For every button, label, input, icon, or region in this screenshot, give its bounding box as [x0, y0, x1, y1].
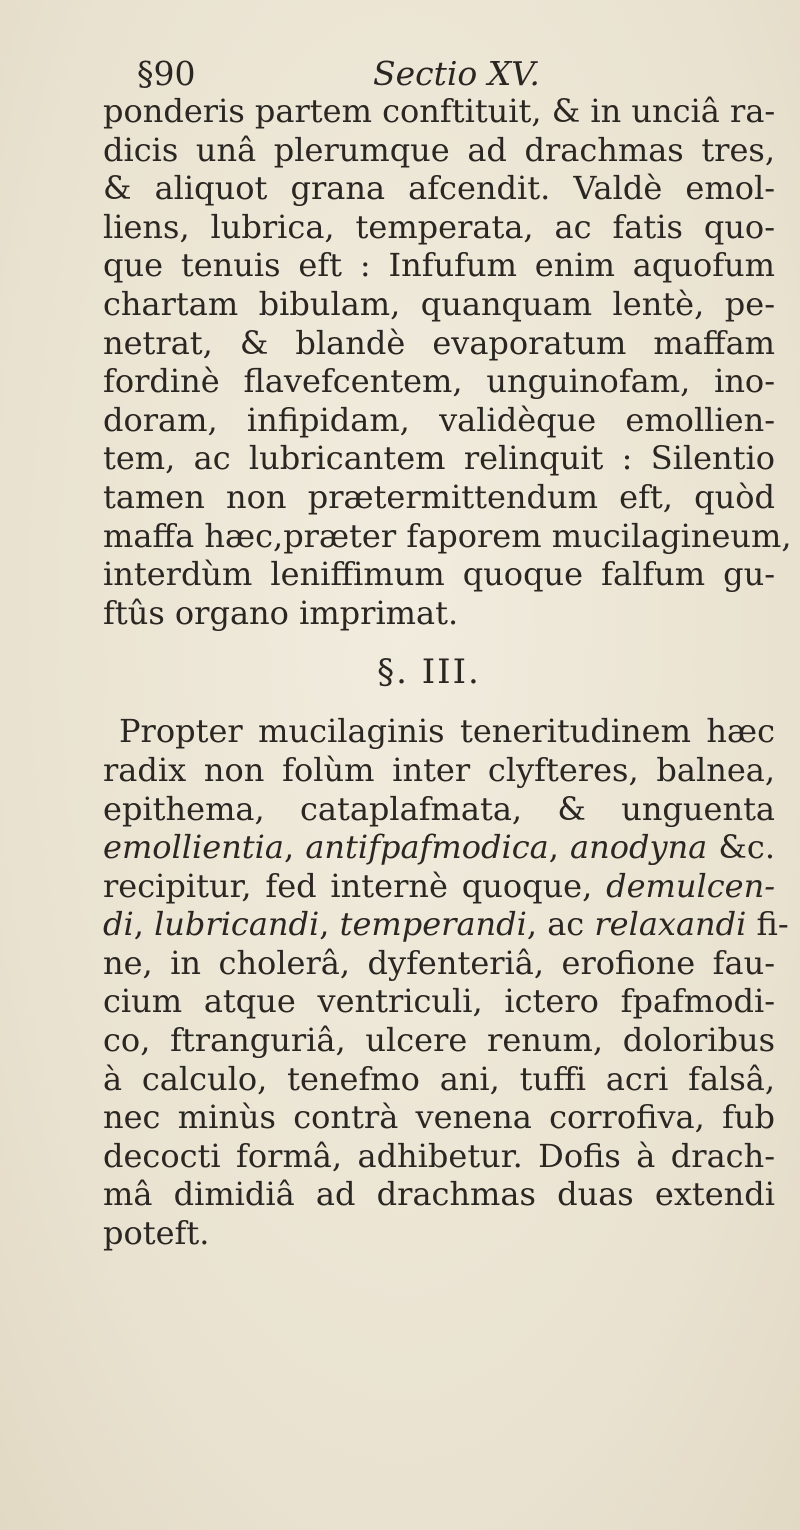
paragraph-2 [103, 712, 789, 1253]
section-heading: §. III. [377, 652, 481, 693]
text-line [103, 867, 775, 906]
text-line [103, 828, 775, 867]
text-line: tem, ac lubricantem relinquit : Silentio [103, 439, 775, 478]
text-line: dicis unâ plerumque ad drachmas tres, [103, 130, 775, 169]
text-line: co, ftranguriâ, ulcere renum, doloribus [103, 1021, 775, 1060]
text-line: epithema, cataplafmata, & unguenta [103, 789, 775, 828]
text-line: radix non folùm inter clyfteres, balnea, [103, 750, 775, 789]
text-line: & aliquot grana afcendit. Valdè emol- [103, 169, 775, 208]
text-line: Propter mucilaginis teneritudinem hæc [119, 712, 775, 751]
text-line: maffa hæc,præter faporem mucilagineum, [103, 516, 792, 555]
running-head: Sectio XV. [373, 54, 540, 93]
text-fragment: recipitur, fed internè quoque, [103, 866, 607, 905]
text-line: doram, infipidam, validèque emollien- [103, 400, 775, 439]
text-fragment: , [319, 905, 340, 944]
text-fragment: , [283, 828, 306, 867]
text-line: ne, in cholerâ, dyfenteriâ, erofione fau- [103, 943, 775, 982]
text-line: liens, lubrica, temperata, ac fatis quo- [103, 207, 775, 246]
italic-term: antifpafmodica [305, 828, 549, 867]
text-line: à calculo, tenefmo ani, tuffi acri falsâ, [103, 1059, 775, 1098]
text-line: tamen non prætermittendum eft, quòd [103, 477, 775, 516]
body-text [103, 92, 792, 1253]
italic-term: demulcen- [606, 866, 775, 905]
italic-term: anodyna [570, 828, 708, 867]
text-line: chartam bibulam, quanquam lentè, pe- [103, 284, 775, 323]
italic-term: temperandi [339, 905, 527, 944]
text-line: ftûs organo imprimat. [103, 593, 459, 632]
text-line: cium atque ventriculi, ictero fpafmodi- [103, 982, 775, 1021]
text-line: poteft. [103, 1214, 210, 1253]
italic-term: emollientia [103, 828, 284, 867]
text-line: decocti formâ, adhibetur. Dofis à drach- [103, 1136, 775, 1175]
italic-term: di [103, 905, 134, 944]
text-line: que tenuis eft : Infufum enim aquofum [103, 246, 775, 285]
text-line: nec minùs contrà venena corrofiva, fub [103, 1098, 775, 1137]
italic-term: relaxandi [594, 905, 747, 944]
text-fragment: fi- [746, 905, 789, 944]
text-line: netrat, & blandè evaporatum maffam [103, 323, 775, 362]
italic-term: lubricandi [154, 905, 320, 944]
text-line [103, 905, 789, 944]
page-number: §90 [137, 54, 196, 93]
text-line: mâ dimidiâ ad drachmas duas extendi [103, 1175, 775, 1214]
text-line: ponderis partem conftituit, & in unciâ ra- [103, 92, 776, 130]
text-fragment: , [548, 828, 571, 867]
text-fragment: , [133, 905, 155, 944]
text-fragment: &c. [707, 828, 776, 867]
paragraph-1 [103, 92, 792, 632]
text-line: fordinè flavefcentem, unguinofam, ino- [103, 362, 775, 401]
page-header [137, 52, 697, 96]
text-line: interdùm leniffimum quoque falfum gu- [103, 555, 775, 594]
text-fragment: , ac [526, 905, 595, 944]
